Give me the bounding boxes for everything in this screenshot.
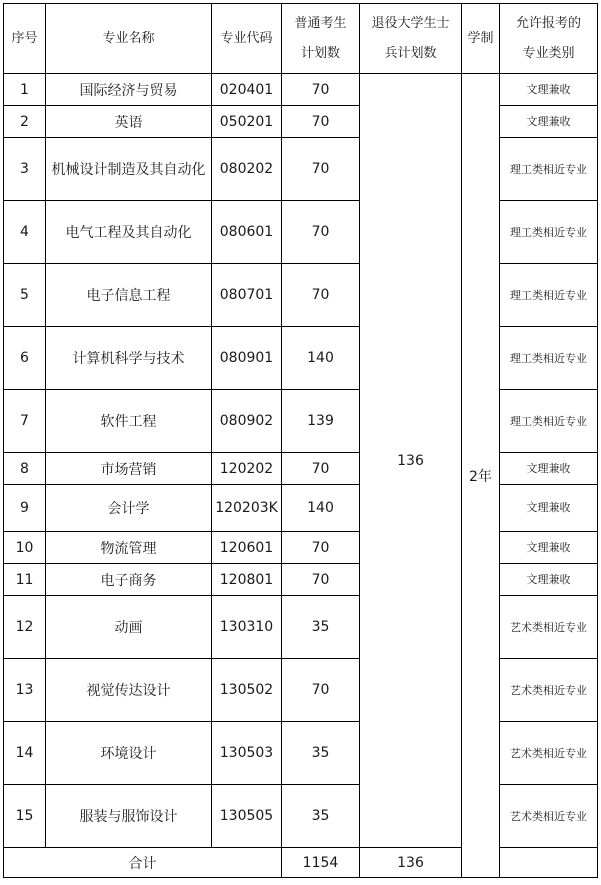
- cell-code: 080902: [212, 390, 282, 453]
- cell-code: 130503: [212, 722, 282, 785]
- cell-allowed: 理工类相近专业: [500, 327, 598, 390]
- cell-major: 软件工程: [46, 390, 212, 453]
- table-row: [4, 532, 598, 564]
- cell-normal-plan: 139: [282, 390, 360, 453]
- cell-normal-plan: 70: [282, 453, 360, 485]
- cell-seq: 6: [4, 327, 46, 390]
- total-veteran-plan: 136: [360, 848, 462, 878]
- cell-allowed: 文理兼收: [500, 106, 598, 138]
- table-row: [4, 390, 598, 453]
- table-row: [4, 596, 598, 659]
- cell-code: 130505: [212, 785, 282, 848]
- cell-normal-plan: 70: [282, 201, 360, 264]
- header-allowed: [500, 4, 598, 74]
- header-allowed-line2: 专业类别: [522, 45, 575, 61]
- table-row: [4, 722, 598, 785]
- table-row: [4, 138, 598, 201]
- cell-normal-plan: 35: [282, 785, 360, 848]
- table-row: [4, 327, 598, 390]
- cell-seq: 8: [4, 453, 46, 485]
- cell-allowed: 理工类相近专业: [500, 138, 598, 201]
- cell-allowed: 文理兼收: [500, 485, 598, 532]
- header-veteran-plan: [360, 4, 462, 74]
- cell-major: 市场营销: [46, 453, 212, 485]
- cell-code: 120801: [212, 564, 282, 596]
- cell-major: 电子信息工程: [46, 264, 212, 327]
- cell-major: 电子商务: [46, 564, 212, 596]
- cell-seq: 14: [4, 722, 46, 785]
- header-allowed-line1: 允许报考的: [515, 15, 581, 31]
- total-label: 合计: [4, 848, 282, 878]
- enrollment-plan-table: [3, 3, 598, 878]
- cell-normal-plan: 70: [282, 659, 360, 722]
- cell-normal-plan: 70: [282, 106, 360, 138]
- cell-seq: 15: [4, 785, 46, 848]
- total-allowed-empty: [500, 848, 598, 878]
- cell-allowed: 理工类相近专业: [500, 390, 598, 453]
- cell-seq: 3: [4, 138, 46, 201]
- cell-major: 视觉传达设计: [46, 659, 212, 722]
- cell-seq: 1: [4, 74, 46, 106]
- cell-major: 会计学: [46, 485, 212, 532]
- cell-code: 130502: [212, 659, 282, 722]
- cell-code: 020401: [212, 74, 282, 106]
- cell-allowed: 艺术类相近专业: [500, 785, 598, 848]
- cell-code: 080601: [212, 201, 282, 264]
- cell-code: 080901: [212, 327, 282, 390]
- cell-seq: 5: [4, 264, 46, 327]
- header-normal-plan-line2: 计划数: [300, 45, 340, 61]
- cell-normal-plan: 70: [282, 564, 360, 596]
- cell-major: 环境设计: [46, 722, 212, 785]
- cell-allowed: 艺术类相近专业: [500, 722, 598, 785]
- cell-normal-plan: 35: [282, 722, 360, 785]
- cell-major: 英语: [46, 106, 212, 138]
- table-row: [4, 659, 598, 722]
- cell-duration-merged: 2年: [462, 74, 500, 878]
- table-row: [4, 201, 598, 264]
- header-major: 专业名称: [46, 4, 212, 74]
- cell-seq: 11: [4, 564, 46, 596]
- cell-normal-plan: 70: [282, 264, 360, 327]
- header-row: [4, 4, 598, 74]
- header-normal-plan: [282, 4, 360, 74]
- cell-seq: 2: [4, 106, 46, 138]
- cell-veteran-plan-merged: 136: [360, 74, 462, 848]
- cell-seq: 4: [4, 201, 46, 264]
- cell-normal-plan: 140: [282, 327, 360, 390]
- cell-allowed: 文理兼收: [500, 532, 598, 564]
- cell-major: 电气工程及其自动化: [46, 201, 212, 264]
- cell-normal-plan: 70: [282, 138, 360, 201]
- cell-allowed: 艺术类相近专业: [500, 659, 598, 722]
- cell-code: 120202: [212, 453, 282, 485]
- cell-allowed: 理工类相近专业: [500, 201, 598, 264]
- cell-major: 计算机科学与技术: [46, 327, 212, 390]
- cell-major: 国际经济与贸易: [46, 74, 212, 106]
- table-row: [4, 74, 598, 106]
- header-normal-plan-line1: 普通考生: [294, 15, 347, 31]
- table-row: [4, 264, 598, 327]
- cell-normal-plan: 70: [282, 74, 360, 106]
- total-row: [4, 848, 598, 878]
- cell-code: 120601: [212, 532, 282, 564]
- table-row: [4, 485, 598, 532]
- cell-normal-plan: 35: [282, 596, 360, 659]
- cell-normal-plan: 70: [282, 532, 360, 564]
- header-veteran-plan-line2: 兵计划数: [384, 45, 437, 61]
- header-veteran-plan-line1: 退役大学生士: [371, 15, 450, 31]
- header-duration: 学制: [462, 4, 500, 74]
- total-normal-plan: 1154: [282, 848, 360, 878]
- cell-major: 机械设计制造及其自动化: [46, 138, 212, 201]
- cell-seq: 7: [4, 390, 46, 453]
- cell-normal-plan: 140: [282, 485, 360, 532]
- header-seq: 序号: [4, 4, 46, 74]
- cell-code: 050201: [212, 106, 282, 138]
- cell-seq: 10: [4, 532, 46, 564]
- table-row: [4, 453, 598, 485]
- cell-allowed: 理工类相近专业: [500, 264, 598, 327]
- cell-code: 120203K: [212, 485, 282, 532]
- cell-seq: 12: [4, 596, 46, 659]
- cell-major: 物流管理: [46, 532, 212, 564]
- cell-allowed: 文理兼收: [500, 564, 598, 596]
- cell-code: 130310: [212, 596, 282, 659]
- cell-code: 080701: [212, 264, 282, 327]
- cell-seq: 9: [4, 485, 46, 532]
- cell-allowed: 艺术类相近专业: [500, 596, 598, 659]
- cell-allowed: 文理兼收: [500, 453, 598, 485]
- table-row: [4, 785, 598, 848]
- table-row: [4, 564, 598, 596]
- table-row: [4, 106, 598, 138]
- header-code: 专业代码: [212, 4, 282, 74]
- cell-code: 080202: [212, 138, 282, 201]
- cell-major: 动画: [46, 596, 212, 659]
- cell-major: 服装与服饰设计: [46, 785, 212, 848]
- cell-seq: 13: [4, 659, 46, 722]
- cell-allowed: 文理兼收: [500, 74, 598, 106]
